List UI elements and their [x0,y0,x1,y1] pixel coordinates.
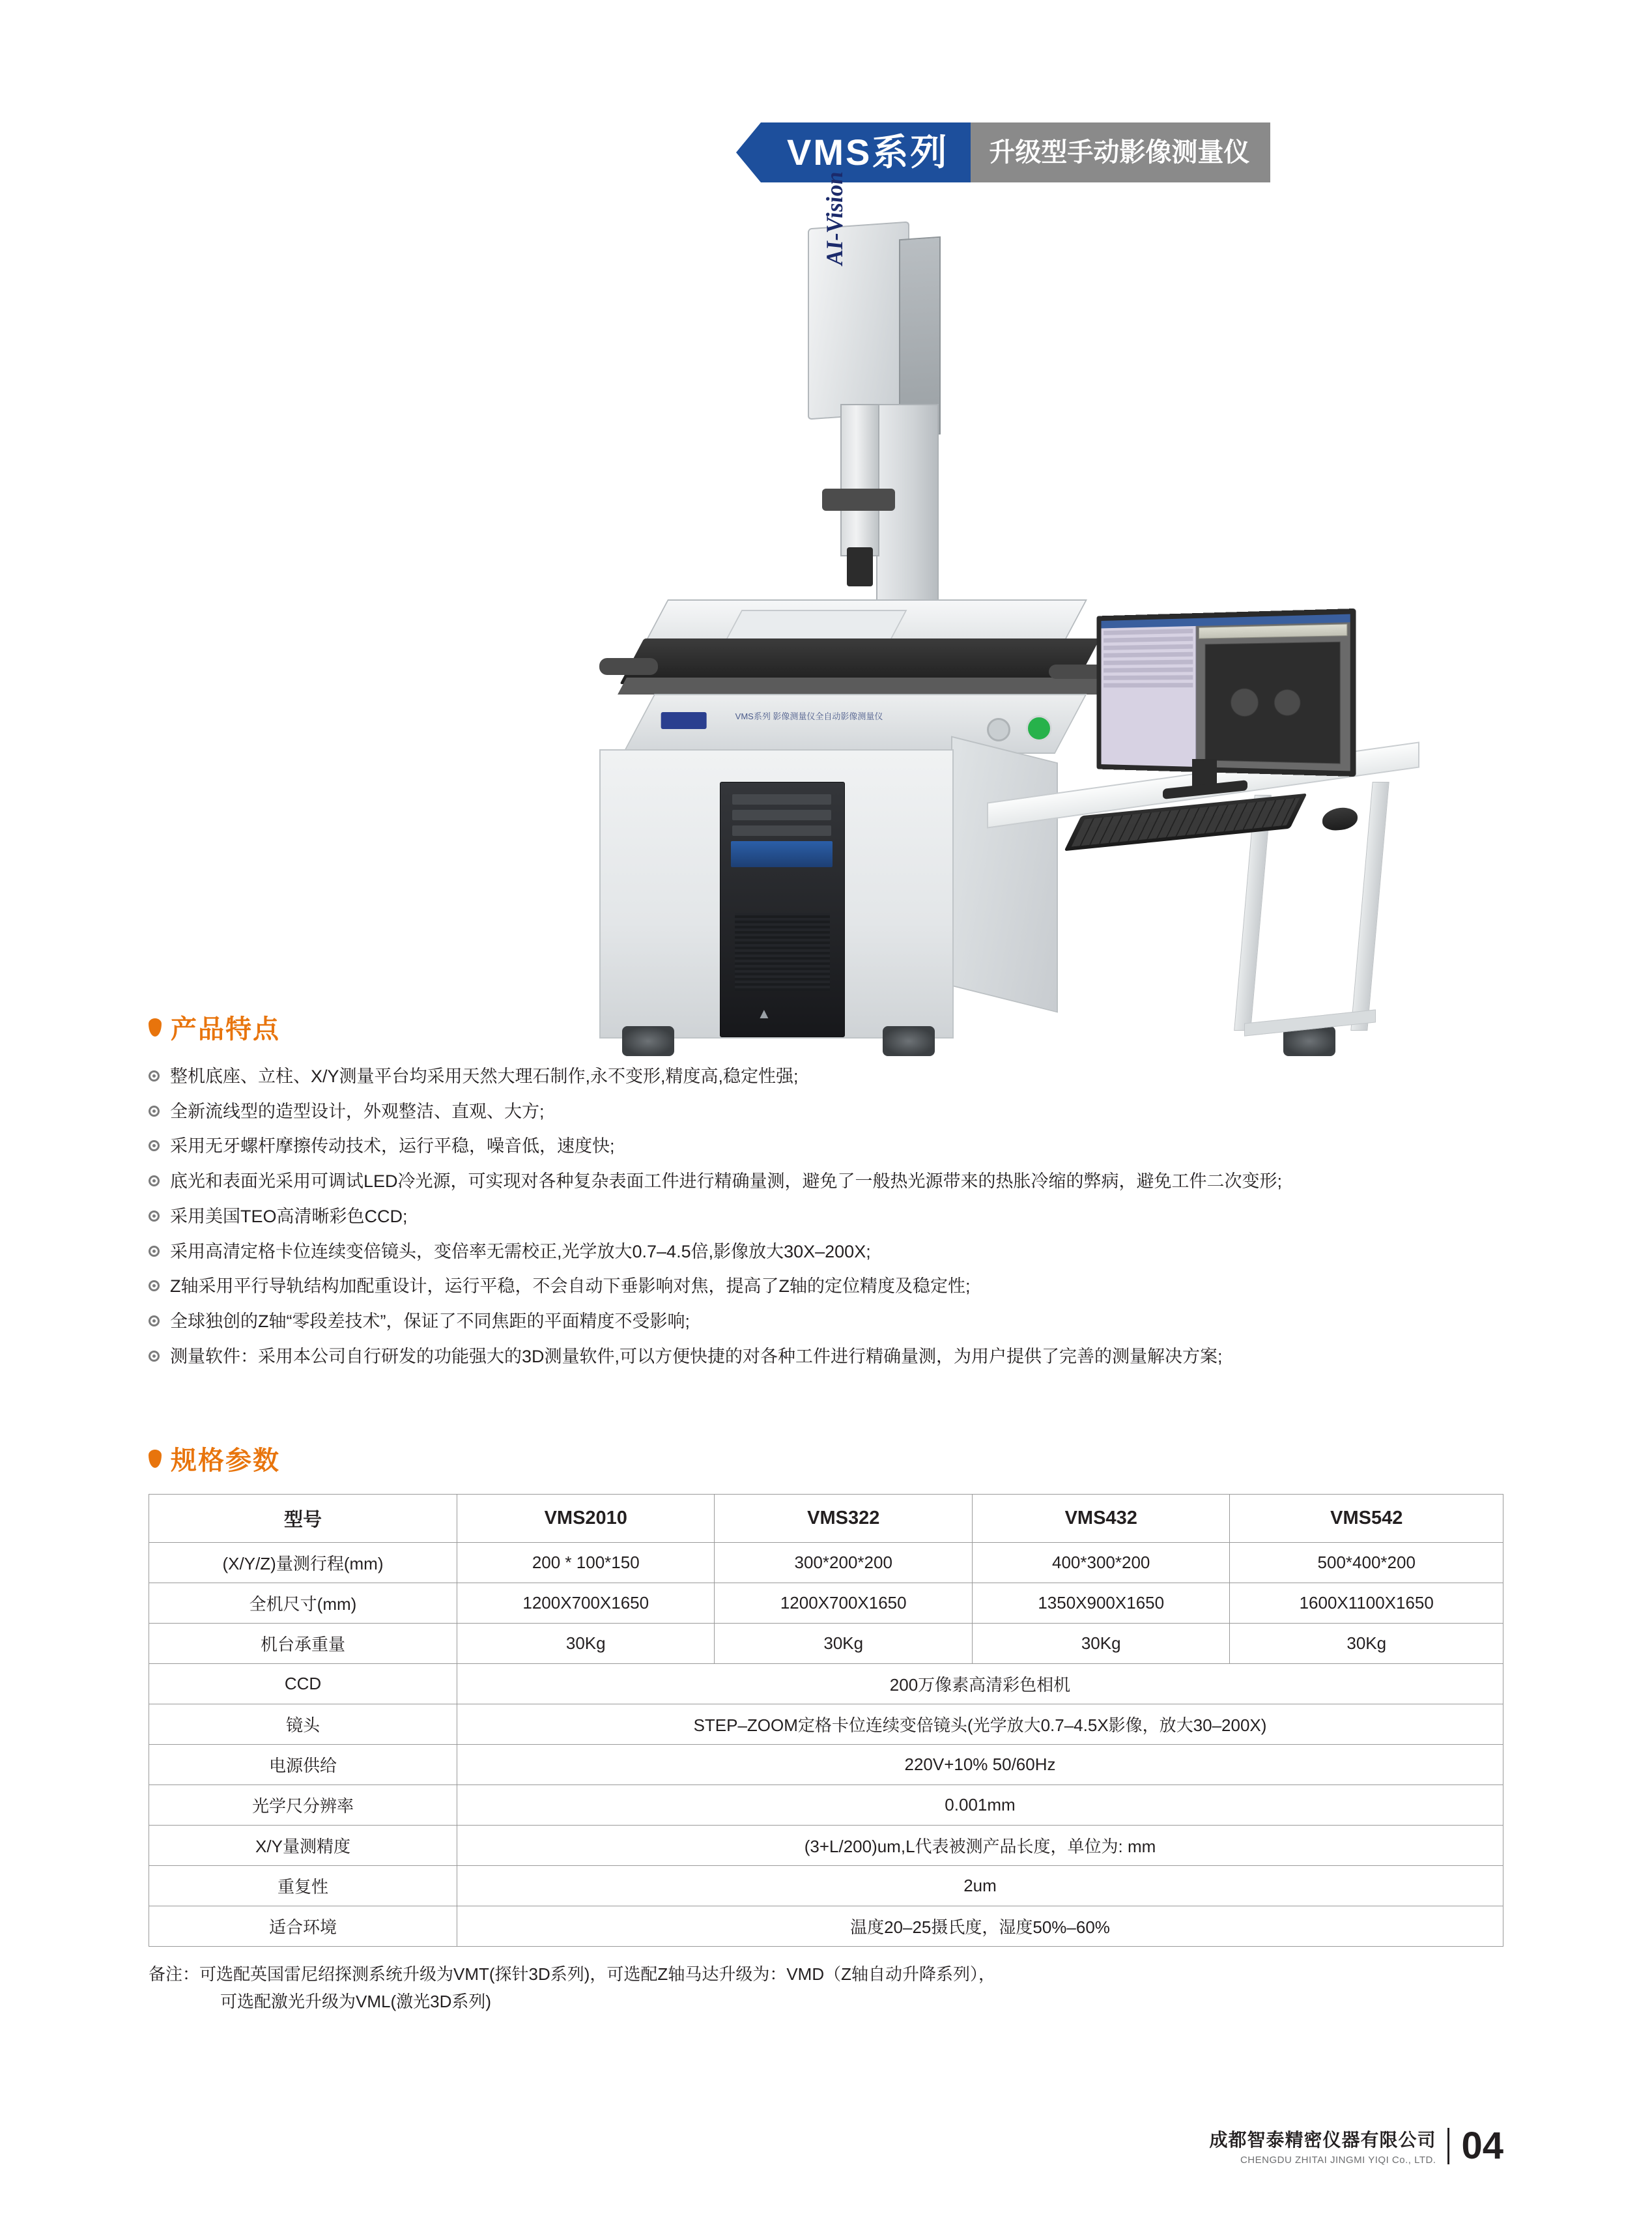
feature-text: Z轴采用平行导轨结构加配重设计，运行平稳，不会自动下垂影响对焦，提高了Z轴的定位精度及稳定性; [170,1276,971,1297]
brand-logo [661,712,707,729]
bullet-ring-icon [149,1280,160,1291]
table-header-row [149,1495,1503,1543]
footer-divider [1447,2128,1449,2164]
bullet-ring-icon [149,1351,160,1362]
feature-text: 采用高清定格卡位连续变倍镜头，变倍率无需校正,光学放大0.7–4.5倍,影像放大30X–200X; [170,1241,871,1261]
table-row [149,1583,1503,1624]
software-list-row [1104,659,1193,665]
row-value: 400*300*200 [972,1543,1229,1583]
bullet-ring-icon [149,1070,160,1082]
row-value: 30Kg [972,1624,1229,1664]
table-row [149,1745,1503,1785]
list-item [149,1132,1517,1161]
lens-objective [847,547,873,586]
column-header: VMS2010 [457,1495,715,1543]
page-footer [1209,2126,1503,2166]
column-header: VMS542 [1230,1495,1503,1543]
series-title: VMS系列 [787,132,949,173]
psu-brand-mark: ▲ [757,1005,771,1022]
list-item [149,1098,1517,1126]
row-label: (X/Y/Z)量测行程(mm) [149,1543,457,1583]
machine-brand-label: AI-Vision [821,171,847,266]
page-number: 04 [1461,2124,1503,2167]
row-label: 适合环境 [149,1906,457,1947]
focus-knob [822,489,895,511]
camera-head [808,171,909,420]
machine-base-panel [623,694,1087,754]
table-row [149,1543,1503,1583]
monitor-screen [1101,614,1350,771]
row-value: 1200X700X1650 [457,1583,715,1624]
feature-text: 采用美国TEO高清晰彩色CCD; [170,1206,408,1226]
row-value: 300*200*200 [715,1543,972,1583]
row-label: 镜头 [149,1704,457,1745]
row-label: 重复性 [149,1866,457,1906]
row-value: 220V+10% 50/60Hz [457,1745,1503,1785]
table-row [149,1704,1503,1745]
row-label: 全机尺寸(mm) [149,1583,457,1624]
feature-text: 整机底座、立柱、X/Y测量平台均采用天然大理石制作,永不变形,精度高,稳定性强; [170,1067,799,1086]
feature-text: 全新流线型的造型设计，外观整洁、直观、大方; [170,1101,545,1121]
specs-note-line-1: 备注：可选配英国雷尼绍探测系统升级为VMT(探针3D系列)，可选配Z轴马达升级为：VMD（Z轴自动升降系列）， [149,1964,995,1984]
power-button-green [1026,715,1052,741]
column-header: 型号 [149,1495,457,1543]
row-value: 30Kg [457,1624,715,1664]
base-panel-label: VMS系列 影像测量仪全自动影像测量仪 [735,711,883,721]
list-item [149,1343,1517,1371]
row-value: 200万像素高清彩色相机 [457,1664,1503,1704]
table-row [149,1664,1503,1704]
captured-part-image [1205,642,1341,764]
list-item [149,1272,1517,1301]
features-heading [149,1009,1517,1046]
header-subtitle: 升级型手动影像测量仪 [971,122,1270,182]
software-list-row [1104,667,1193,672]
list-item [149,1238,1517,1267]
software-left-panel [1101,626,1196,767]
power-button-gray [987,718,1010,741]
pc-tower [720,782,845,1037]
bullet-ring-icon [149,1175,160,1186]
list-item [149,1168,1517,1196]
software-list-row [1104,675,1193,680]
row-value: 1200X700X1650 [715,1583,972,1624]
row-value: 30Kg [715,1624,972,1664]
specs-heading-text: 规格参数 [171,1446,280,1475]
bullet-ring-icon [149,1246,160,1257]
column-header: VMS432 [972,1495,1229,1543]
table-row [149,1866,1503,1906]
front-panel-accent [731,841,833,867]
feature-text: 全球独创的Z轴“零段差技术”，保证了不同焦距的平面精度不受影响; [170,1312,690,1332]
drive-bay-3 [732,825,831,836]
table-row [149,1624,1503,1664]
software-body [1101,622,1350,771]
list-item [149,1308,1517,1336]
bullet-ring-icon [149,1106,160,1117]
table-row [149,1906,1503,1947]
product-photo [326,171,1342,1022]
software-list-row [1104,644,1193,650]
software-image-panel [1196,622,1350,771]
bullet-ring-icon [149,1140,160,1151]
specs-note [149,1961,1517,2015]
row-value: 30Kg [1230,1624,1503,1664]
row-value: 2um [457,1866,1503,1906]
row-value: 200 * 100*150 [457,1543,715,1583]
specs-section [149,1440,1517,2015]
software-toolbar [1199,624,1347,638]
row-label: CCD [149,1664,457,1704]
row-value: 1600X1100X1650 [1230,1583,1503,1624]
row-label: 光学尺分辨率 [149,1785,457,1826]
software-list-row [1104,683,1193,687]
software-list-row [1104,652,1193,658]
specs-table [149,1494,1503,1947]
row-value: 0.001mm [457,1785,1503,1826]
drop-icon [149,1450,162,1468]
column-header: VMS322 [715,1495,972,1543]
table-row [149,1785,1503,1826]
row-value: 温度20–25摄氏度，湿度50%–60% [457,1906,1503,1947]
drop-icon [149,1018,162,1037]
lens-tube [840,404,879,556]
features-heading-text: 产品特点 [171,1015,280,1044]
company-block [1209,2126,1436,2166]
x-axis-knob [599,658,658,675]
specs-note-line-2: 可选配激光升级为VML(激光3D系列) [220,1991,492,2011]
row-label: X/Y量测精度 [149,1826,457,1866]
front-vent [735,913,830,991]
software-list-row [1104,629,1193,635]
drive-bay-2 [732,810,831,820]
row-value: 1350X900X1650 [972,1583,1229,1624]
series-title-block [761,122,971,182]
company-name-en: CHENGDU ZHITAI JINGMI YIQI Co., LTD. [1240,2155,1436,2166]
list-item [149,1063,1517,1091]
list-item [149,1203,1517,1231]
feature-text: 测量软件：采用本公司自行研发的功能强大的3D测量软件,可以方便快捷的对各种工件进行精确量测，为用户提供了完善的测量解决方案; [170,1346,1223,1366]
row-value: (3+L/200)um,L代表被测产品长度，单位为: mm [457,1826,1503,1866]
specs-heading [149,1440,1517,1477]
features-section [149,1009,1517,1378]
monitor [1096,609,1356,777]
feature-text: 底光和表面光采用可调试LED冷光源，可实现对各种复杂表面工件进行精确量测，避免了一般热光源带来的热胀冷缩的弊病，避免工件二次变形; [170,1171,1283,1192]
row-label: 机台承重量 [149,1624,457,1664]
drive-bay-1 [732,794,831,805]
company-name-cn: 成都智泰精密仪器有限公司 [1209,2130,1436,2150]
bullet-ring-icon [149,1315,160,1326]
row-label: 电源供给 [149,1745,457,1785]
mouse [1322,806,1358,832]
stage-rail [618,678,1109,695]
table-row [149,1826,1503,1866]
feature-text: 采用无牙螺杆摩擦传动技术，运行平稳，噪音低，速度快; [170,1136,615,1156]
row-value: STEP–ZOOM定格卡位连续变倍镜头(光学放大0.7–4.5X影像，放大30–200X) [457,1704,1503,1745]
software-list-row [1104,637,1193,643]
bullet-ring-icon [149,1211,160,1222]
row-value: 500*400*200 [1230,1543,1503,1583]
cabinet-side-panel [951,736,1058,1013]
features-list [149,1063,1517,1371]
